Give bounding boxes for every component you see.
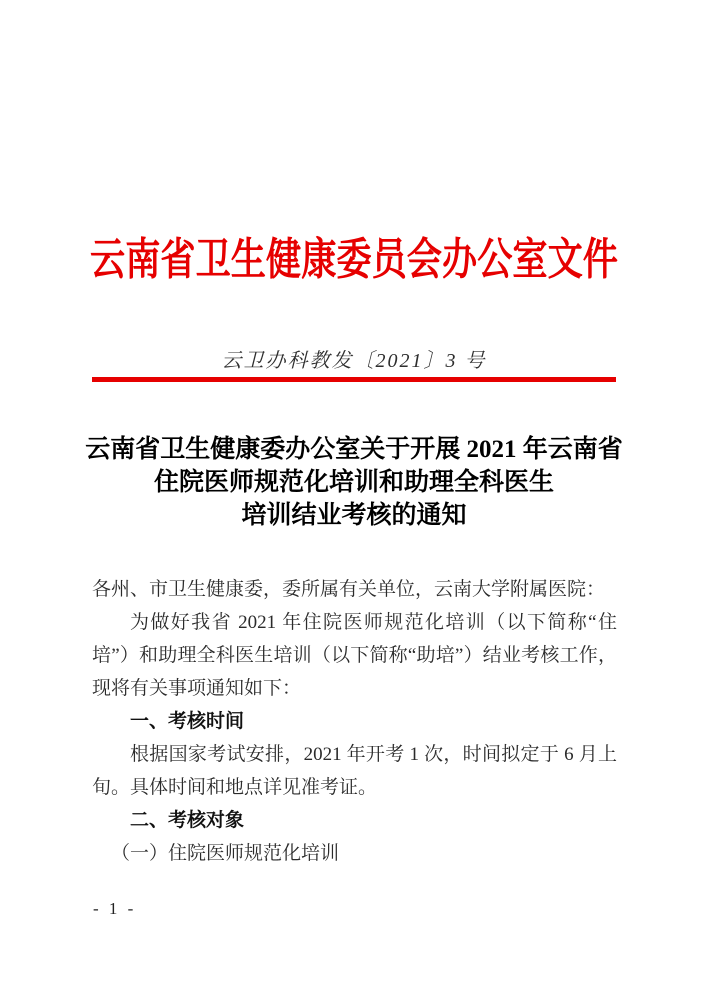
letterhead-org-title-text: 云南省卫生健康委员会办公室文件 <box>90 235 618 284</box>
document-title-line-3: 培训结业考核的通知 <box>241 502 467 529</box>
document-title-line-2: 住院医师规范化培训和助理全科医生 <box>153 469 554 496</box>
section-1-paragraph: 根据国家考试安排，2021 年开考 1 次，时间拟定于 6 月上旬。具体时间和地点详见准考证。 <box>92 744 617 798</box>
section-2-heading: 二、考核对象 <box>130 810 245 831</box>
intro-paragraph: 为做好我省 2021 年住院医师规范化培训（以下简称“住培”）和助理全科医生培训（以下简称“助培”）结业考核工作，现将有关事项通知如下： <box>92 612 617 699</box>
section-1-heading: 一、考核时间 <box>130 711 245 732</box>
document-title <box>0 433 708 532</box>
salutation-line: 各州、市卫生健康委，委所属有关单位，云南大学附属医院： <box>92 579 606 600</box>
doc-reference-number: 云卫办科教发〔2021〕3 号 <box>221 350 487 372</box>
letterhead-org-title <box>0 234 708 286</box>
document-body <box>92 573 617 870</box>
red-divider-line <box>92 377 616 382</box>
document-title-line-1: 云南省卫生健康委办公室关于开展 2021 年云南省 <box>85 436 623 463</box>
page-number: - 1 - <box>93 899 137 918</box>
section-2-item-1: （一）住院医师规范化培训 <box>111 843 340 864</box>
